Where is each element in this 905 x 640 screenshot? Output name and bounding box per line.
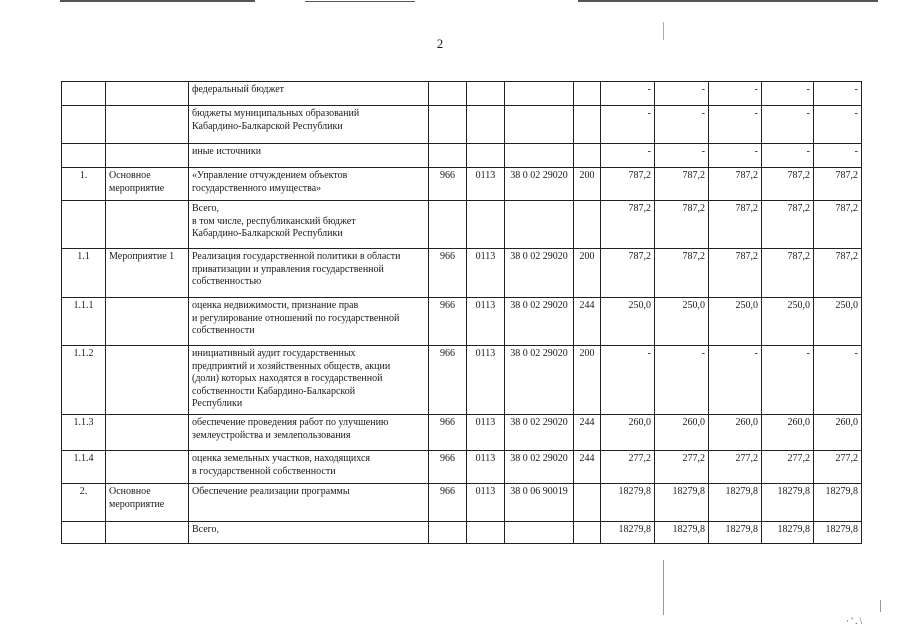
- code-expense-type: [574, 201, 601, 249]
- amount-cell: -: [709, 82, 762, 106]
- row-number: [62, 82, 106, 106]
- amount-cell: 787,2: [601, 168, 655, 201]
- code-grbs: 966: [429, 346, 467, 415]
- row-type: Мероприятие 1: [106, 249, 189, 298]
- code-target-article: [505, 106, 574, 144]
- scan-artifact-line: [305, 1, 415, 2]
- row-type: [106, 106, 189, 144]
- code-expense-type: 244: [574, 451, 601, 484]
- code-grbs: 966: [429, 484, 467, 522]
- amount-cell: 18279,8: [762, 484, 814, 522]
- amount-cell: 277,2: [601, 451, 655, 484]
- code-expense-type: [574, 106, 601, 144]
- code-expense-type: [574, 144, 601, 168]
- amount-cell: -: [709, 106, 762, 144]
- row-description: иные источники: [189, 144, 429, 168]
- code-expense-type: 200: [574, 249, 601, 298]
- table-row: [62, 346, 862, 415]
- table-row: [62, 201, 862, 249]
- code-section: [467, 522, 505, 544]
- row-description: Реализация государственной политики в области приватизации и управления государственной собственностью: [189, 249, 429, 298]
- table-row: [62, 106, 862, 144]
- code-expense-type: 244: [574, 415, 601, 451]
- scan-artifact-line: [663, 560, 664, 615]
- code-section: [467, 106, 505, 144]
- amount-cell: 18279,8: [709, 484, 762, 522]
- table-row: [62, 82, 862, 106]
- row-description: «Управление отчуждением объектов государственного имущества»: [189, 168, 429, 201]
- code-expense-type: [574, 82, 601, 106]
- amount-cell: 260,0: [762, 415, 814, 451]
- table-row: [62, 451, 862, 484]
- amount-cell: 18279,8: [814, 484, 862, 522]
- scan-artifact-line: [663, 22, 664, 40]
- code-target-article: 38 0 02 29020: [505, 168, 574, 201]
- code-section: 0113: [467, 346, 505, 415]
- row-type: Основное мероприятие: [106, 484, 189, 522]
- row-type: [106, 451, 189, 484]
- amount-cell: 18279,8: [655, 522, 709, 544]
- row-type: [106, 298, 189, 346]
- amount-cell: 787,2: [762, 201, 814, 249]
- amount-cell: -: [762, 106, 814, 144]
- code-expense-type: [574, 484, 601, 522]
- amount-cell: 787,2: [601, 249, 655, 298]
- amount-cell: 787,2: [814, 201, 862, 249]
- amount-cell: 787,2: [814, 249, 862, 298]
- amount-cell: 260,0: [655, 415, 709, 451]
- row-type: [106, 346, 189, 415]
- row-number: [62, 106, 106, 144]
- amount-cell: 787,2: [762, 249, 814, 298]
- amount-cell: 260,0: [814, 415, 862, 451]
- amount-cell: -: [601, 144, 655, 168]
- amount-cell: -: [814, 346, 862, 415]
- amount-cell: -: [655, 106, 709, 144]
- table-row: [62, 522, 862, 544]
- amount-cell: -: [814, 144, 862, 168]
- row-number: 1.1: [62, 249, 106, 298]
- page-number: 2: [436, 36, 444, 51]
- row-type: [106, 201, 189, 249]
- table-body: [62, 82, 862, 544]
- amount-cell: -: [762, 82, 814, 106]
- amount-cell: 787,2: [655, 249, 709, 298]
- row-description: оценка земельных участков, находящихся в государственной собственности: [189, 451, 429, 484]
- table-row: [62, 168, 862, 201]
- code-target-article: 38 0 02 29020: [505, 415, 574, 451]
- code-target-article: 38 0 06 90019: [505, 484, 574, 522]
- amount-cell: 18279,8: [601, 522, 655, 544]
- amount-cell: 787,2: [709, 201, 762, 249]
- amount-cell: 18279,8: [655, 484, 709, 522]
- amount-cell: 18279,8: [814, 522, 862, 544]
- code-grbs: [429, 144, 467, 168]
- row-number: 2.: [62, 484, 106, 522]
- row-description: Всего,: [189, 522, 429, 544]
- code-target-article: [505, 144, 574, 168]
- amount-cell: 18279,8: [709, 522, 762, 544]
- table-row: [62, 484, 862, 522]
- row-type: [106, 522, 189, 544]
- row-number: 1.1.3: [62, 415, 106, 451]
- code-target-article: 38 0 02 29020: [505, 346, 574, 415]
- code-target-article: [505, 201, 574, 249]
- row-number: 1.1.2: [62, 346, 106, 415]
- amount-cell: 18279,8: [601, 484, 655, 522]
- amount-cell: 250,0: [655, 298, 709, 346]
- amount-cell: -: [655, 82, 709, 106]
- row-number: 1.1.1: [62, 298, 106, 346]
- amount-cell: 250,0: [762, 298, 814, 346]
- table-row: [62, 144, 862, 168]
- code-grbs: [429, 82, 467, 106]
- amount-cell: -: [709, 346, 762, 415]
- table-row: [62, 415, 862, 451]
- amount-cell: 260,0: [709, 415, 762, 451]
- row-number: [62, 522, 106, 544]
- row-description: Обеспечение реализации программы: [189, 484, 429, 522]
- code-section: 0113: [467, 249, 505, 298]
- amount-cell: 250,0: [814, 298, 862, 346]
- amount-cell: -: [601, 82, 655, 106]
- amount-cell: 787,2: [814, 168, 862, 201]
- row-description: Всего, в том числе, республиканский бюджет Кабардино-Балкарской Республики: [189, 201, 429, 249]
- scan-artifact-line: [880, 600, 881, 612]
- amount-cell: -: [601, 106, 655, 144]
- code-grbs: 966: [429, 249, 467, 298]
- code-section: 0113: [467, 451, 505, 484]
- code-grbs: 966: [429, 415, 467, 451]
- code-section: [467, 201, 505, 249]
- row-number: [62, 144, 106, 168]
- code-section: 0113: [467, 168, 505, 201]
- code-target-article: 38 0 02 29020: [505, 298, 574, 346]
- amount-cell: -: [814, 82, 862, 106]
- code-grbs: [429, 201, 467, 249]
- amount-cell: 250,0: [601, 298, 655, 346]
- amount-cell: -: [655, 144, 709, 168]
- amount-cell: 787,2: [709, 168, 762, 201]
- row-description: оценка недвижимости, признание прав и регулирование отношений по государственной собственности: [189, 298, 429, 346]
- row-number: 1.: [62, 168, 106, 201]
- code-grbs: [429, 106, 467, 144]
- code-expense-type: 200: [574, 346, 601, 415]
- row-description: инициативный аудит государственных предприятий и хозяйственных обществ, акции (доли) которых находятся в государственной собственности Кабардино-Балкарской Республики: [189, 346, 429, 415]
- amount-cell: -: [814, 106, 862, 144]
- amount-cell: 250,0: [709, 298, 762, 346]
- code-grbs: 966: [429, 168, 467, 201]
- budget-table: [61, 81, 862, 544]
- code-expense-type: 200: [574, 168, 601, 201]
- code-expense-type: 244: [574, 298, 601, 346]
- code-target-article: [505, 82, 574, 106]
- code-grbs: 966: [429, 298, 467, 346]
- amount-cell: -: [601, 346, 655, 415]
- amount-cell: 787,2: [655, 168, 709, 201]
- amount-cell: -: [709, 144, 762, 168]
- code-section: [467, 144, 505, 168]
- code-section: 0113: [467, 484, 505, 522]
- amount-cell: 18279,8: [762, 522, 814, 544]
- code-target-article: 38 0 02 29020: [505, 249, 574, 298]
- row-type: [106, 82, 189, 106]
- amount-cell: 277,2: [709, 451, 762, 484]
- row-description: федеральный бюджет: [189, 82, 429, 106]
- row-number: 1.1.4: [62, 451, 106, 484]
- table-row: [62, 298, 862, 346]
- amount-cell: 787,2: [655, 201, 709, 249]
- amount-cell: 787,2: [762, 168, 814, 201]
- code-section: 0113: [467, 415, 505, 451]
- code-target-article: [505, 522, 574, 544]
- row-type: [106, 144, 189, 168]
- amount-cell: 277,2: [814, 451, 862, 484]
- scan-speckles: · ' . \: [846, 616, 863, 626]
- amount-cell: 787,2: [601, 201, 655, 249]
- code-grbs: 966: [429, 451, 467, 484]
- amount-cell: -: [762, 144, 814, 168]
- amount-cell: 260,0: [601, 415, 655, 451]
- row-type: [106, 415, 189, 451]
- row-description: бюджеты муниципальных образований Кабардино-Балкарской Республики: [189, 106, 429, 144]
- scan-artifact-line: [578, 0, 878, 2]
- amount-cell: 787,2: [709, 249, 762, 298]
- row-number: [62, 201, 106, 249]
- code-grbs: [429, 522, 467, 544]
- amount-cell: -: [655, 346, 709, 415]
- code-section: 0113: [467, 298, 505, 346]
- row-description: обеспечение проведения работ по улучшению землеустройства и землепользования: [189, 415, 429, 451]
- code-expense-type: [574, 522, 601, 544]
- amount-cell: -: [762, 346, 814, 415]
- code-target-article: 38 0 02 29020: [505, 451, 574, 484]
- row-type: Основное мероприятие: [106, 168, 189, 201]
- table-row: [62, 249, 862, 298]
- scan-artifact-line: [60, 0, 255, 2]
- amount-cell: 277,2: [655, 451, 709, 484]
- code-section: [467, 82, 505, 106]
- amount-cell: 277,2: [762, 451, 814, 484]
